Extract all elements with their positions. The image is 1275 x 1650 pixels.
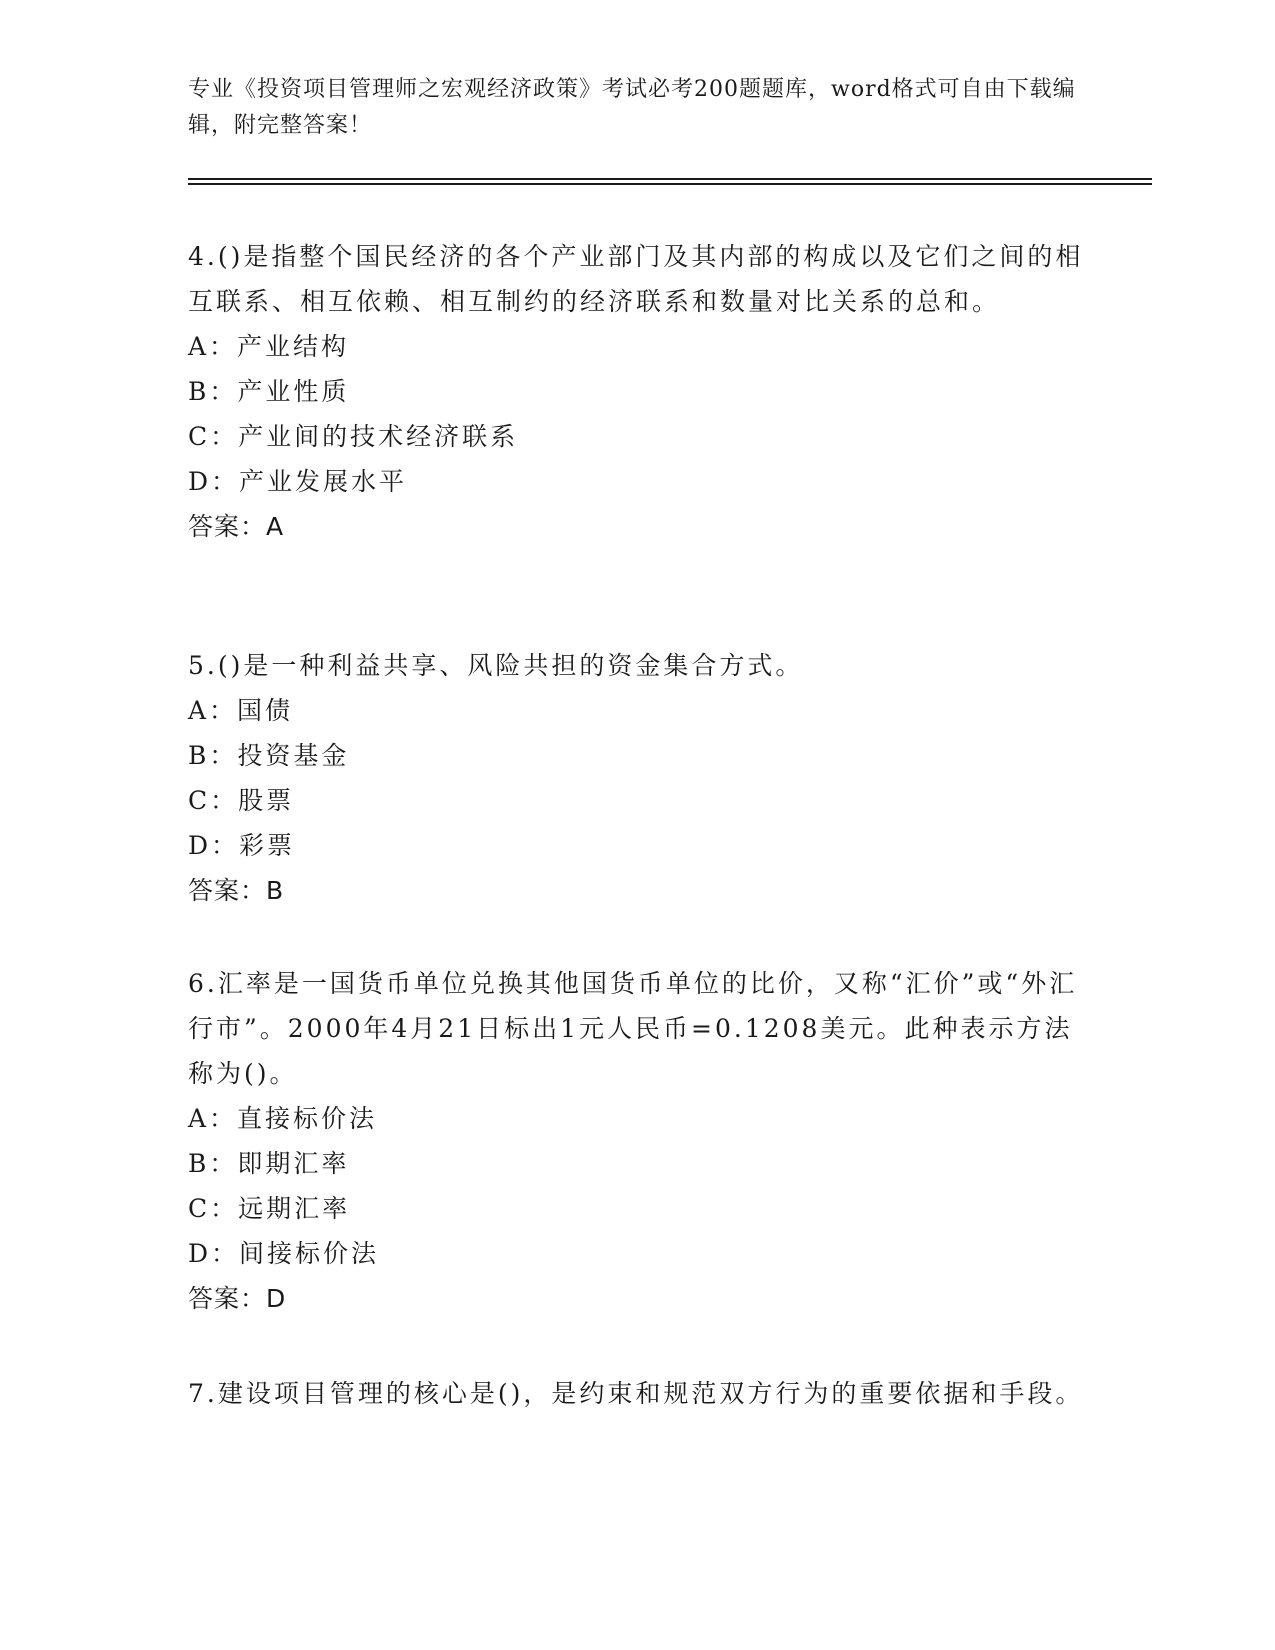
question-stem: 7.建设项目管理的核心是()，是约束和规范双方行为的重要依据和手段。 [188,1379,1084,1408]
question-6 [188,961,1088,1321]
option-c: C：产业间的技术经济联系 [188,422,519,451]
answer-line: 答案：A [188,512,285,541]
option-b: B：投资基金 [188,741,350,770]
answer-line: 答案：D [188,1284,287,1313]
option-b: B：即期汇率 [188,1149,350,1178]
option-d: D：间接标价法 [188,1239,380,1268]
question-4 [188,234,1088,549]
header-divider-top [188,178,1152,180]
option-d: D：彩票 [188,831,296,860]
option-a: A：直接标价法 [188,1104,378,1133]
header-divider-bottom [188,183,1152,185]
option-c: C：股票 [188,786,295,815]
question-stem: 5.()是一种利益共享、风险共担的资金集合方式。 [188,651,804,680]
question-stem: 4.()是指整个国民经济的各个产业部门及其内部的构成以及它们之间的相互联系、相互依赖、相互制约的经济联系和数量对比关系的总和。 [188,242,1084,316]
option-d: D：产业发展水平 [188,467,408,496]
question-stem: 6.汇率是一国货币单位兑换其他国货币单位的比价，又称“汇价”或“外汇行市”。2000年4月21日标出1元人民币=0.1208美元。此种表示方法称为()。 [188,969,1078,1088]
option-a: A：国债 [188,696,294,725]
option-c: C：远期汇率 [188,1194,351,1223]
option-b: B：产业性质 [188,377,350,406]
option-a: A：产业结构 [188,332,350,361]
page-header-text: 专业《投资项目管理师之宏观经济政策》考试必考200题题库，word格式可自由下载编辑，附完整答案！ [188,77,1076,138]
question-5 [188,643,1088,913]
question-7 [188,1371,1088,1416]
answer-line: 答案：B [188,876,285,905]
